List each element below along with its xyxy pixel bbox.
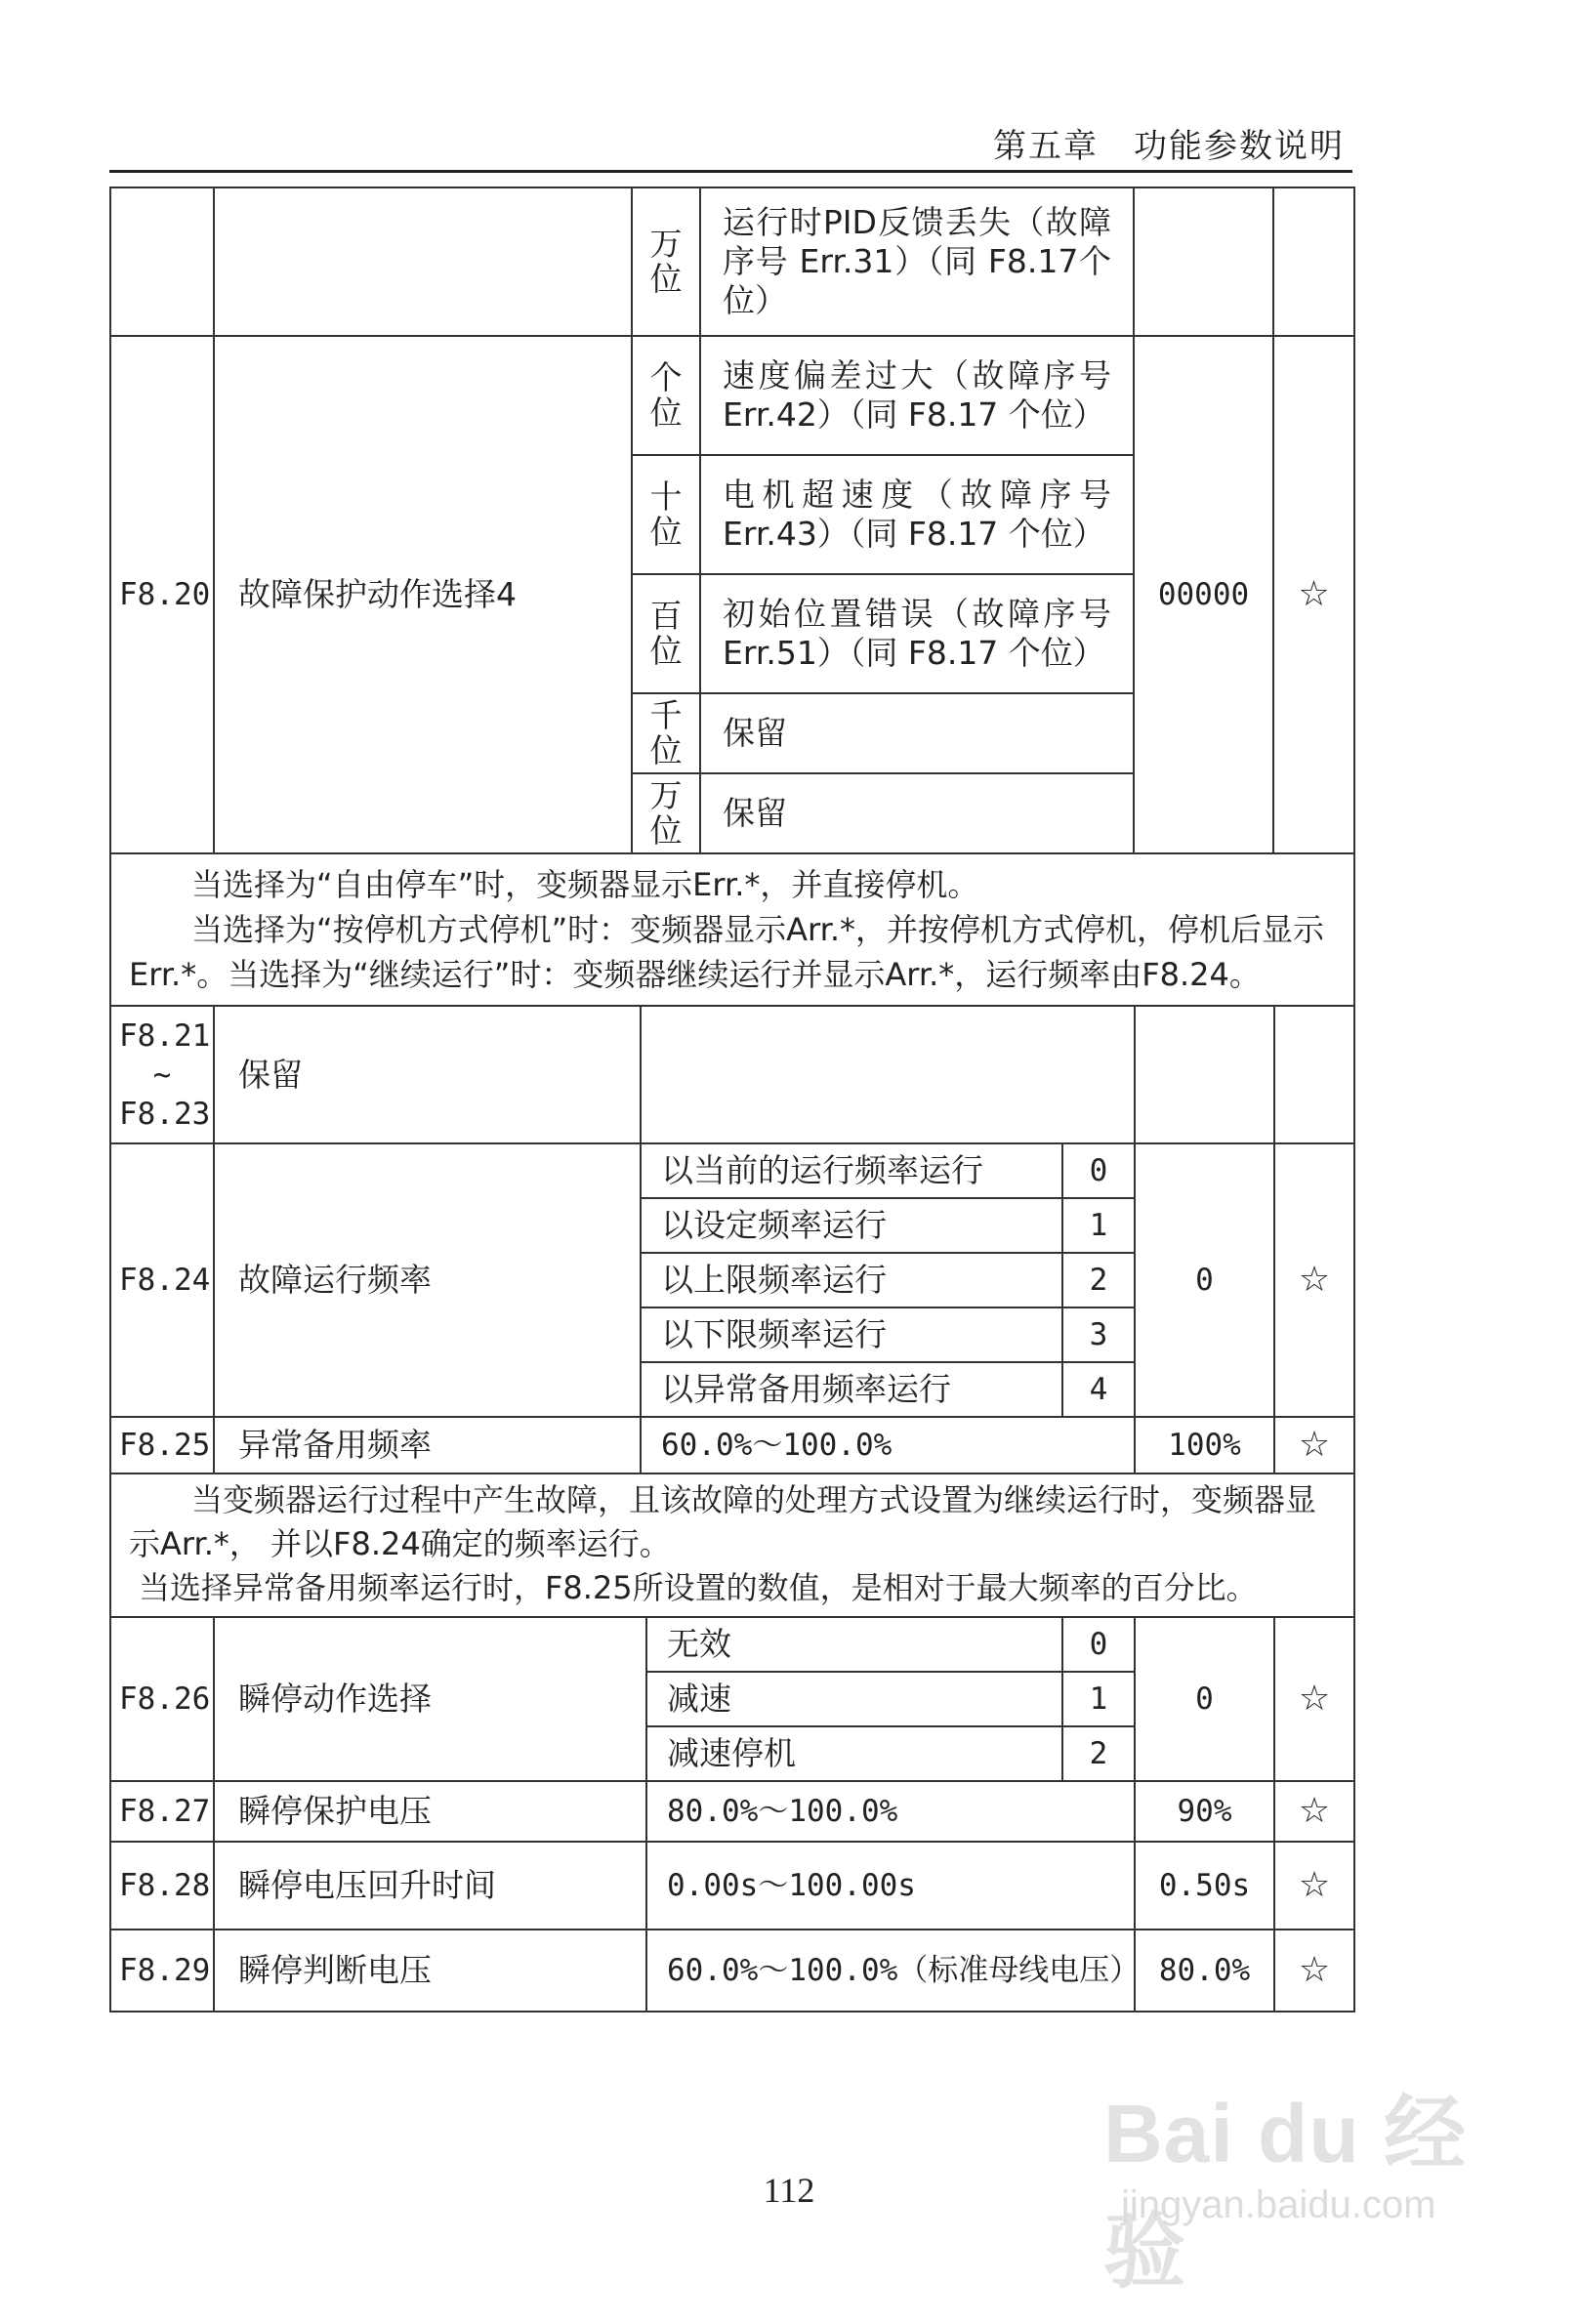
option-value: 0 <box>1062 1617 1135 1672</box>
bit-description: 运行时PID反馈丢失（故障序号 Err.31）（同 F8.17个位） <box>700 187 1134 336</box>
option-value: 0 <box>1062 1143 1135 1198</box>
param-range: 60.0%～100.0%（标准母线电压） <box>646 1930 1135 2012</box>
attribute-star: ☆ <box>1274 1781 1354 1842</box>
option-value: 3 <box>1062 1307 1135 1362</box>
param-name: 瞬停判断电压 <box>214 1930 646 2012</box>
option-label: 减速 <box>646 1672 1062 1726</box>
option-value: 1 <box>1062 1672 1135 1726</box>
option-label: 以当前的运行频率运行 <box>641 1143 1062 1198</box>
param-code: F8.25 <box>110 1417 214 1473</box>
table-row <box>110 1930 1354 2012</box>
param-name: 瞬停动作选择 <box>214 1617 646 1781</box>
param-name: 异常备用频率 <box>214 1417 641 1473</box>
note-paragraph: 当选择异常备用频率运行时，F8.25所设置的数值，是相对于最大频率的百分比。 <box>139 1569 1258 1606</box>
param-name: 故障保护动作选择4 <box>214 336 632 853</box>
default-value: 90% <box>1135 1781 1274 1842</box>
option-label: 以设定频率运行 <box>641 1198 1062 1253</box>
bit-description: 电机超速度（故障序号 Err.43）（同 F8.17 个位） <box>700 455 1134 574</box>
table-row <box>110 1781 1354 1842</box>
option-value: 4 <box>1062 1362 1135 1417</box>
bit-description: 保留 <box>700 773 1134 853</box>
note-paragraph: 当变频器运行过程中产生故障，且该故障的处理方式设置为继续运行时，变频器显示Arr.*， 并以F8.24确定的频率运行。 <box>129 1481 1317 1562</box>
attribute-star: ☆ <box>1274 1143 1354 1417</box>
param-code: F8.29 <box>110 1930 214 2012</box>
page-header <box>109 115 1352 173</box>
table-f826 <box>109 1616 1355 2013</box>
default-value: 0.50s <box>1135 1842 1274 1930</box>
bit-description: 初始位置错误（故障序号 Err.51）（同 F8.17 个位） <box>700 574 1134 693</box>
param-code: F8.27 <box>110 1781 214 1842</box>
table-row <box>110 1143 1354 1198</box>
bit-position: 百 位 <box>632 574 700 693</box>
table-row <box>110 336 1354 455</box>
param-range: 0.00s～100.00s <box>646 1842 1135 1930</box>
table-row <box>110 853 1354 1006</box>
option-label: 以下限频率运行 <box>641 1307 1062 1362</box>
option-value: 2 <box>1062 1253 1135 1307</box>
bit-position: 十 位 <box>632 455 700 574</box>
attribute-star: ☆ <box>1274 1617 1354 1781</box>
param-code: F8.28 <box>110 1842 214 1930</box>
option-label: 以上限频率运行 <box>641 1253 1062 1307</box>
option-value: 2 <box>1062 1726 1135 1781</box>
attribute-star: ☆ <box>1273 336 1354 853</box>
default-value: 0 <box>1135 1143 1274 1417</box>
bit-position: 万 位 <box>632 187 700 336</box>
page-number: 112 <box>763 2171 815 2210</box>
option-label: 无效 <box>646 1617 1062 1672</box>
param-name: 故障运行频率 <box>214 1143 641 1417</box>
param-code: F8.24 <box>110 1143 214 1417</box>
param-code: F8.21 ~ F8.23 <box>110 1006 214 1143</box>
table-row <box>110 1417 1354 1473</box>
table-row <box>110 1842 1354 1930</box>
param-name: 瞬停保护电压 <box>214 1781 646 1842</box>
chapter-title: 第五章 功能参数说明 <box>993 127 1345 166</box>
bit-description: 保留 <box>700 693 1134 773</box>
option-label: 以异常备用频率运行 <box>641 1362 1062 1417</box>
table-f824 <box>109 1005 1355 1618</box>
attribute-star: ☆ <box>1274 1842 1354 1930</box>
note-block <box>110 1473 1354 1617</box>
note-paragraph: 当选择为“自由停车”时，变频器显示Err.*，并直接停机。 <box>191 866 979 903</box>
bit-position: 万 位 <box>632 773 700 853</box>
watermark-url: jingyan.baidu.com <box>1121 2183 1436 2226</box>
note-paragraph: 当选择为“按停机方式停机”时：变频器显示Arr.*，并按停机方式停机，停机后显示Err.*。当选择为“继续运行”时：变频器继续运行并显示Arr.*，运行频率由F8.24。 <box>129 911 1325 993</box>
note-block <box>110 853 1354 1006</box>
param-range: 80.0%～100.0% <box>646 1781 1135 1842</box>
param-range: 60.0%～100.0% <box>641 1417 1135 1473</box>
table-row <box>110 1006 1354 1143</box>
bit-position: 个 位 <box>632 336 700 455</box>
table-row <box>110 187 1354 336</box>
table-row <box>110 1617 1354 1672</box>
watermark <box>1103 2068 1474 2298</box>
attribute-star: ☆ <box>1274 1930 1354 2012</box>
param-code: F8.26 <box>110 1617 214 1781</box>
default-value: 100% <box>1135 1417 1274 1473</box>
baidu-logo: Bai du 经验 <box>1103 2088 1468 2298</box>
option-label: 减速停机 <box>646 1726 1062 1781</box>
bit-description: 速度偏差过大（故障序号 Err.42）（同 F8.17 个位） <box>700 336 1134 455</box>
param-name: 保留 <box>214 1006 641 1143</box>
bit-position: 千 位 <box>632 693 700 773</box>
table-f820 <box>109 187 1355 1007</box>
attribute-star: ☆ <box>1274 1417 1354 1473</box>
default-value: 0 <box>1135 1617 1274 1781</box>
param-code: F8.20 <box>110 336 214 853</box>
parameter-tables <box>109 187 1353 2013</box>
default-value: 80.0% <box>1135 1930 1274 2012</box>
default-value: 00000 <box>1134 336 1273 853</box>
param-name: 瞬停电压回升时间 <box>214 1842 646 1930</box>
option-value: 1 <box>1062 1198 1135 1253</box>
table-row <box>110 1473 1354 1617</box>
